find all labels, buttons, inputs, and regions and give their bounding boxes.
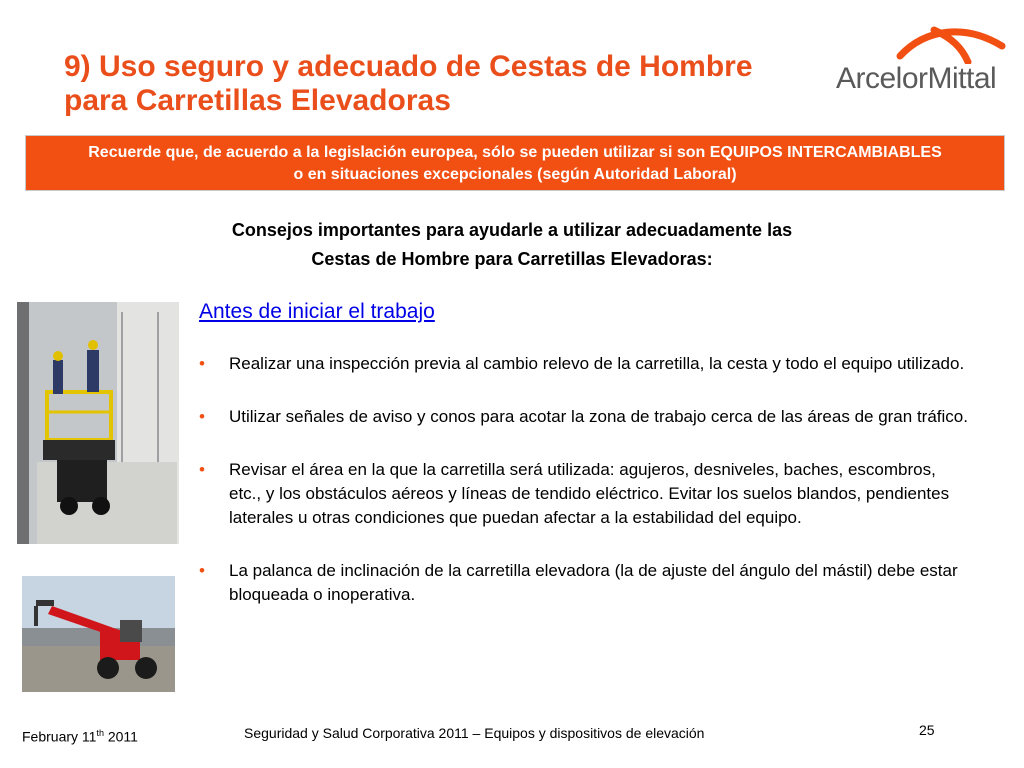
warning-banner: Recuerde que, de acuerdo a la legislación europea, sólo se pueden utilizar si son EQUIPOS INTERCAMBIABLES o en situaciones excepcionales (según Autoridad Laboral)	[25, 135, 1005, 191]
advice-heading-line-1: Consejos importantes para ayudarle a utilizar adecuadamente las	[231, 220, 793, 240]
arcelormittal-logo	[836, 22, 1006, 102]
list-item-text: Utilizar señales de aviso y conos para acotar la zona de trabajo cerca de las áreas de gran tráfico.	[229, 407, 968, 426]
bullet-icon: •	[199, 561, 205, 580]
section-link-before-work[interactable]: Antes de iniciar el trabajo	[199, 300, 435, 323]
logo-swoosh-icon	[896, 22, 1006, 64]
title-line-1: 9) Uso seguro y adecuado de Cestas de Hombre	[64, 50, 753, 83]
list-item-text: Revisar el área en la que la carretilla será utilizada: agujeros, desniveles, baches, escombros, etc., y los obstáculos aéreos y líneas de tendido eléctrico. Evitar los suelos blandos, pendientes laterales u otras condiciones que puedan afectar a la estabilidad del equipo.	[229, 460, 950, 527]
advice-heading	[0, 216, 1024, 274]
list-item-text: Realizar una inspección previa al cambio relevo de la carretilla, la cesta y todo el equipo utilizado.	[229, 354, 965, 373]
bullet-icon: •	[199, 460, 205, 479]
list-item	[199, 352, 969, 376]
list-item	[199, 559, 969, 607]
advice-list	[199, 352, 969, 636]
title-line-2: para Carretillas Elevadoras	[64, 84, 451, 117]
bullet-icon: •	[199, 407, 205, 426]
bullet-icon: •	[199, 354, 205, 373]
footer-date-prefix: February 11	[22, 728, 97, 745]
slide-title	[64, 50, 824, 118]
list-item	[199, 458, 969, 530]
telehandler-photo	[22, 576, 175, 692]
page-number: 25	[919, 722, 935, 738]
list-item	[199, 405, 969, 429]
footer-date-suffix: 2011	[103, 728, 138, 745]
footer-date-sup: th	[96, 728, 104, 738]
advice-heading-line-2: Cestas de Hombre para Carretillas Elevadoras:	[311, 249, 713, 269]
man-basket-photo	[17, 302, 179, 544]
logo-text: ArcelorMittal	[836, 62, 997, 95]
footer-date	[22, 728, 138, 745]
list-item-text: La palanca de inclinación de la carretilla elevadora (la de ajuste del ángulo del mástil) debe estar bloqueada o inoperativa.	[229, 561, 958, 604]
footer-caption: Seguridad y Salud Corporativa 2011 – Equipos y dispositivos de elevación	[244, 725, 705, 741]
